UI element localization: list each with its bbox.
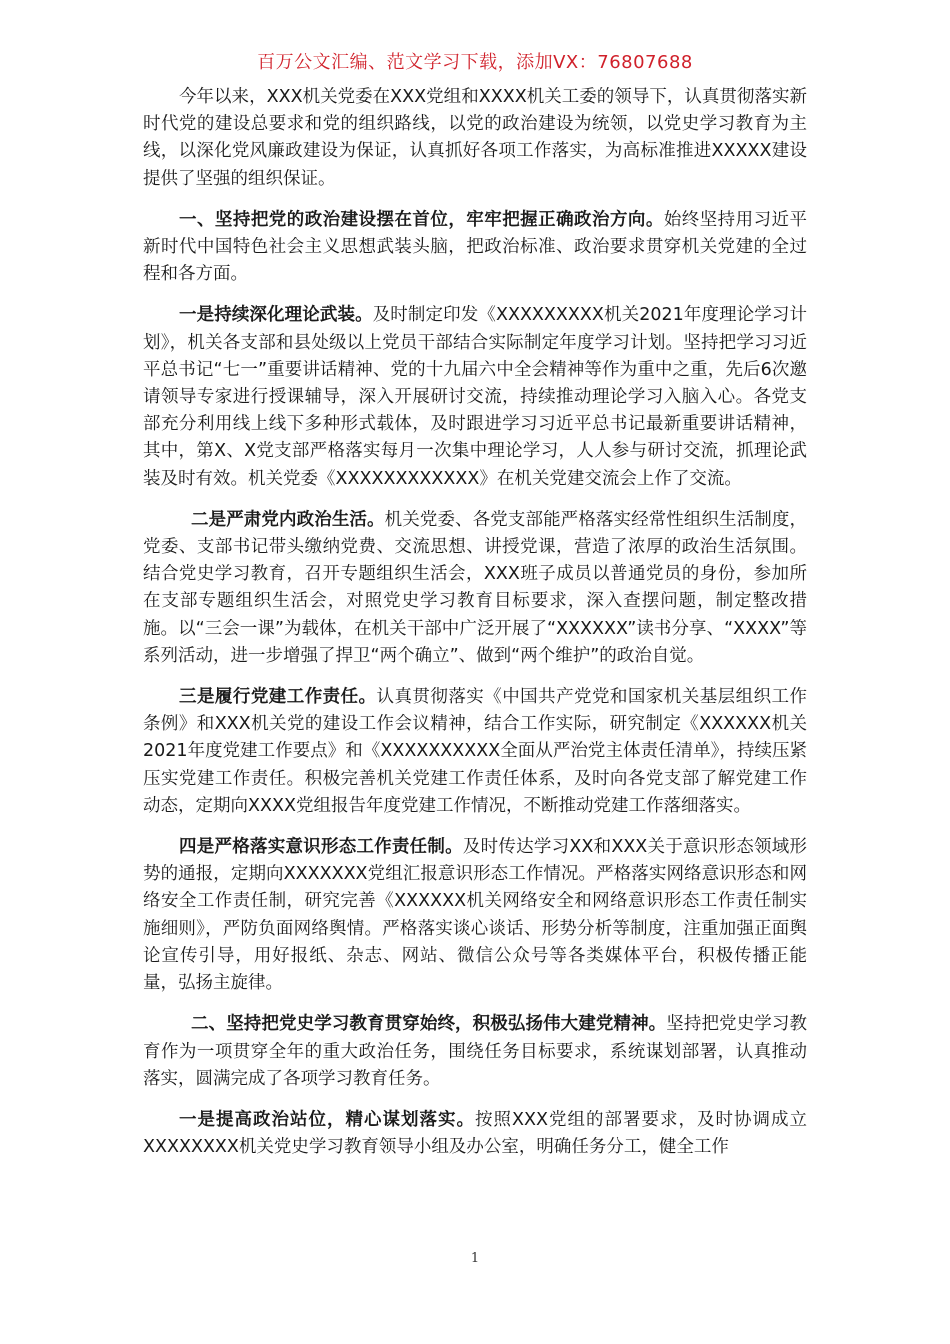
paragraph-text: 按照XXX党组的部署要求，及时协调成立XXXXXXXX机关党史学习教育领导小组及办公室，明确任务分工，健全工作	[143, 1109, 807, 1158]
paragraph-heading: 一是提高政治站位，精心谋划落实。	[179, 1109, 476, 1130]
paragraph-text: 始终坚持用习近平新时代中国特色社会主义思想武装头脑，把政治标准、政治要求贯穿机关党建的全过程和各方面。	[143, 209, 808, 285]
paragraph-heading: 一是持续深化理论武装。	[179, 305, 373, 326]
paragraph-text: 及时传达学习XX和XXX关于意识形态领域形势的通报，定期向XXXXXXX党组汇报意识形态工作情况。严格落实网络意识形态和网络安全工作责任制，研究完善《XXXXXX机关网络安全和网络意识形态工作责任制实施细则》，严防负面网络舆情。严格落实谈心谈话、形势分析等制度，注重加强正面舆论宣传引导，用好报纸、杂志、网站、微信公众号等各类媒体平台，积极传播正能量，弘扬主旋律。	[143, 837, 807, 994]
paragraph	[143, 302, 807, 492]
paragraph-text: 今年以来，XXX机关党委在XXX党组和XXXX机关工委的领导下，认真贯彻落实新时代党的建设总要求和党的组织路线，以党的政治建设为统领，以党史学习教育为主线，以深化党风廉政建设为保证，认真抓好各项工作落实，为高标准推进XXXXX建设提供了坚强的组织保证。	[143, 87, 807, 189]
paragraph	[143, 507, 807, 670]
paragraph-heading: 三是履行党建工作责任。	[179, 687, 377, 708]
paragraph	[143, 834, 807, 997]
paragraph	[143, 84, 807, 193]
paragraph-heading: 四是严格落实意识形态工作责任制。	[179, 837, 463, 858]
paragraph-text: 坚持把党史学习教育作为一项贯穿全年的重大政治任务，围绕任务目标要求，系统谋划部署，认真推动落实，圆满完成了各项学习教育任务。	[143, 1014, 808, 1089]
paragraph	[143, 1011, 807, 1093]
paragraph-text: 机关党委、各党支部能严格落实经常性组织生活制度，党委、支部书记带头缴纳党费、交流思想、讲授党课，营造了浓厚的政治生活氛围。结合党史学习教育，召开专题组织生活会，XXX班子成员以普通党员的身份，参加所在支部专题组织生活会，对照党史学习教育目标要求，深入查摆问题，制定整改措施。以“三会一课”为载体，在机关干部中广泛开展了“XXXXXX”读书分享、“XXXX”等系列活动，进一步增强了捍卫“两个确立”、做到“两个维护”的政治自觉。	[143, 509, 808, 666]
paragraph-heading: 二是严肃党内政治生活。	[191, 509, 385, 530]
header-banner: 百万公文汇编、范文学习下载，添加VX：76807688	[257, 52, 693, 73]
document-body	[143, 84, 807, 1175]
paragraph	[143, 684, 807, 820]
paragraph	[143, 1107, 807, 1161]
paragraph-heading: 二、坚持把党史学习教育贯穿始终，积极弘扬伟大建党精神。	[191, 1014, 667, 1035]
paragraph	[143, 207, 807, 289]
page-number: 1	[470, 1251, 480, 1266]
paragraph-text: 认真贯彻落实《中国共产党党和国家机关基层组织工作条例》和XXX机关党的建设工作会议精神，结合工作实际，研究制定《XXXXXX机关2021年度党建工作要点》和《XXXXXXXXXX全面从严治党主体责任清单》，持续压紧压实党建工作责任。积极完善机关党建工作责任体系，及时向各党支部了解党建工作动态，定期向XXXX党组报告年度党建工作情况，不断推动党建工作落细落实。	[143, 687, 807, 816]
paragraph-heading: 一、坚持把党的政治建设摆在首位，牢牢把握正确政治方向。	[179, 209, 664, 230]
paragraph-text: 及时制定印发《XXXXXXXXX机关2021年度理论学习计划》，机关各支部和县处级以上党员干部结合实际制定年度学习计划。坚持把学习习近平总书记“七一”重要讲话精神、党的十九届六中全会精神等作为重中之重，先后6次邀请领导专家进行授课辅导，深入开展研讨交流，持续推动理论学习入脑入心。各党支部充分利用线上线下多种形式载体，及时跟进学习习近平总书记最新重要讲话精神，其中，第X、X党支部严格落实每月一次集中理论学习，人人参与研讨交流，抓理论武装及时有效。机关党委《XXXXXXXXXXXX》在机关党建交流会上作了交流。	[143, 305, 807, 489]
